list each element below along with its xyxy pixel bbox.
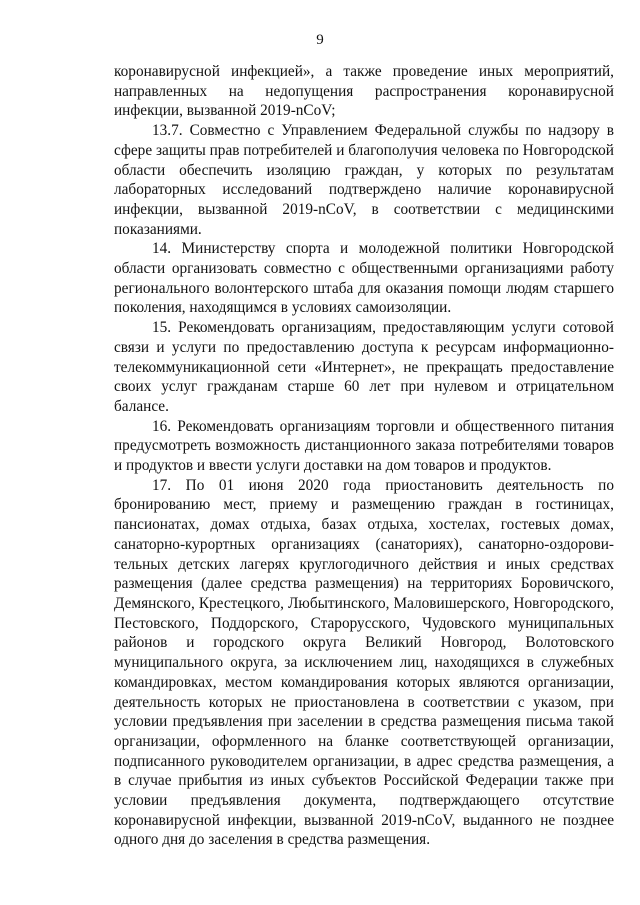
paragraph-14: 14. Министерству спорта и молодежной политики Новгородской области организовать совместно с общественными организациями работу регионального волонтерского штаба для оказания помощи людям старшего поколения, находящимся в условиях самоизоляции. bbox=[114, 240, 614, 317]
paragraph-15: 15. Рекомендовать организациям, предоставляющим услуги сотовой связи и услуги по предоставлению доступа к ресурсам информационно-телекоммуникационной сети «Интернет», не прекращать предоставление своих услуг гражданам старше 60 лет при нулевом и отрицательном балансе. bbox=[114, 319, 614, 415]
document-body bbox=[114, 62, 614, 850]
paragraph-continuation: коронавирусной инфекцией», а также проведение иных мероприятий, направленных на недопущения распространения коронавирусной инфекции, вызванной 2019-nCoV; bbox=[114, 63, 614, 120]
page-number: 9 bbox=[316, 32, 324, 48]
paragraph-16: 16. Рекомендовать организациям торговли и общественного питания предусмотреть возможность дистанционного заказа потребителями товаров и продуктов и ввести услуги доставки на дом товаров и продуктов. bbox=[114, 417, 614, 475]
paragraph-13-7: 13.7. Совместно с Управлением Федеральной службы по надзору в сфере защиты прав потребителей и благополучия человека по Новгородской области обеспечить изоляцию граждан, у которых по результатам лабораторных исследований подтверждено наличие коронавирусной инфекции, вызванной 2019-nCoV, в соответствии с медицинскими показаниями. bbox=[114, 122, 614, 238]
paragraph-17: 17. По 01 июня 2020 года приостановить деятельность по бронированию мест, приему и размещению граждан в гостиницах, пансионатах, домах отдыха, базах отдыха, хостелах, гостевых домах, санаторно-курортных организациях (санаториях), санаторно-оздоровительных детских лагерях круглогодичного действия и иных средствах размещения (далее средства размещения) на территориях Боровичского, Демянского, Крестецкого, Любытинского, Маловишерского, Новгородского, Пестовского, Поддорского, Старорусского, Чудовского муниципальных районов и городского округа Великий Новгород, Волотовского муниципального округа, за исключением лиц, находящихся в служебных командировках, местом командирования которых являются организации, деятельность которых не приостановлена в соответствии с указом, при условии предъявления при заселении в средства размещения письма такой организации, оформленного на бланке соответствующей организации, подписанного руководителем организации, в адрес средства размещения, а в случае прибытия из иных субъектов Российской Федерации также при условии предъявления документа, подтверждающего отсутствие коронавирусной инфекции, вызванной 2019-nCoV, выданного не позднее одного дня до заселения в средства размещения. bbox=[114, 476, 614, 849]
